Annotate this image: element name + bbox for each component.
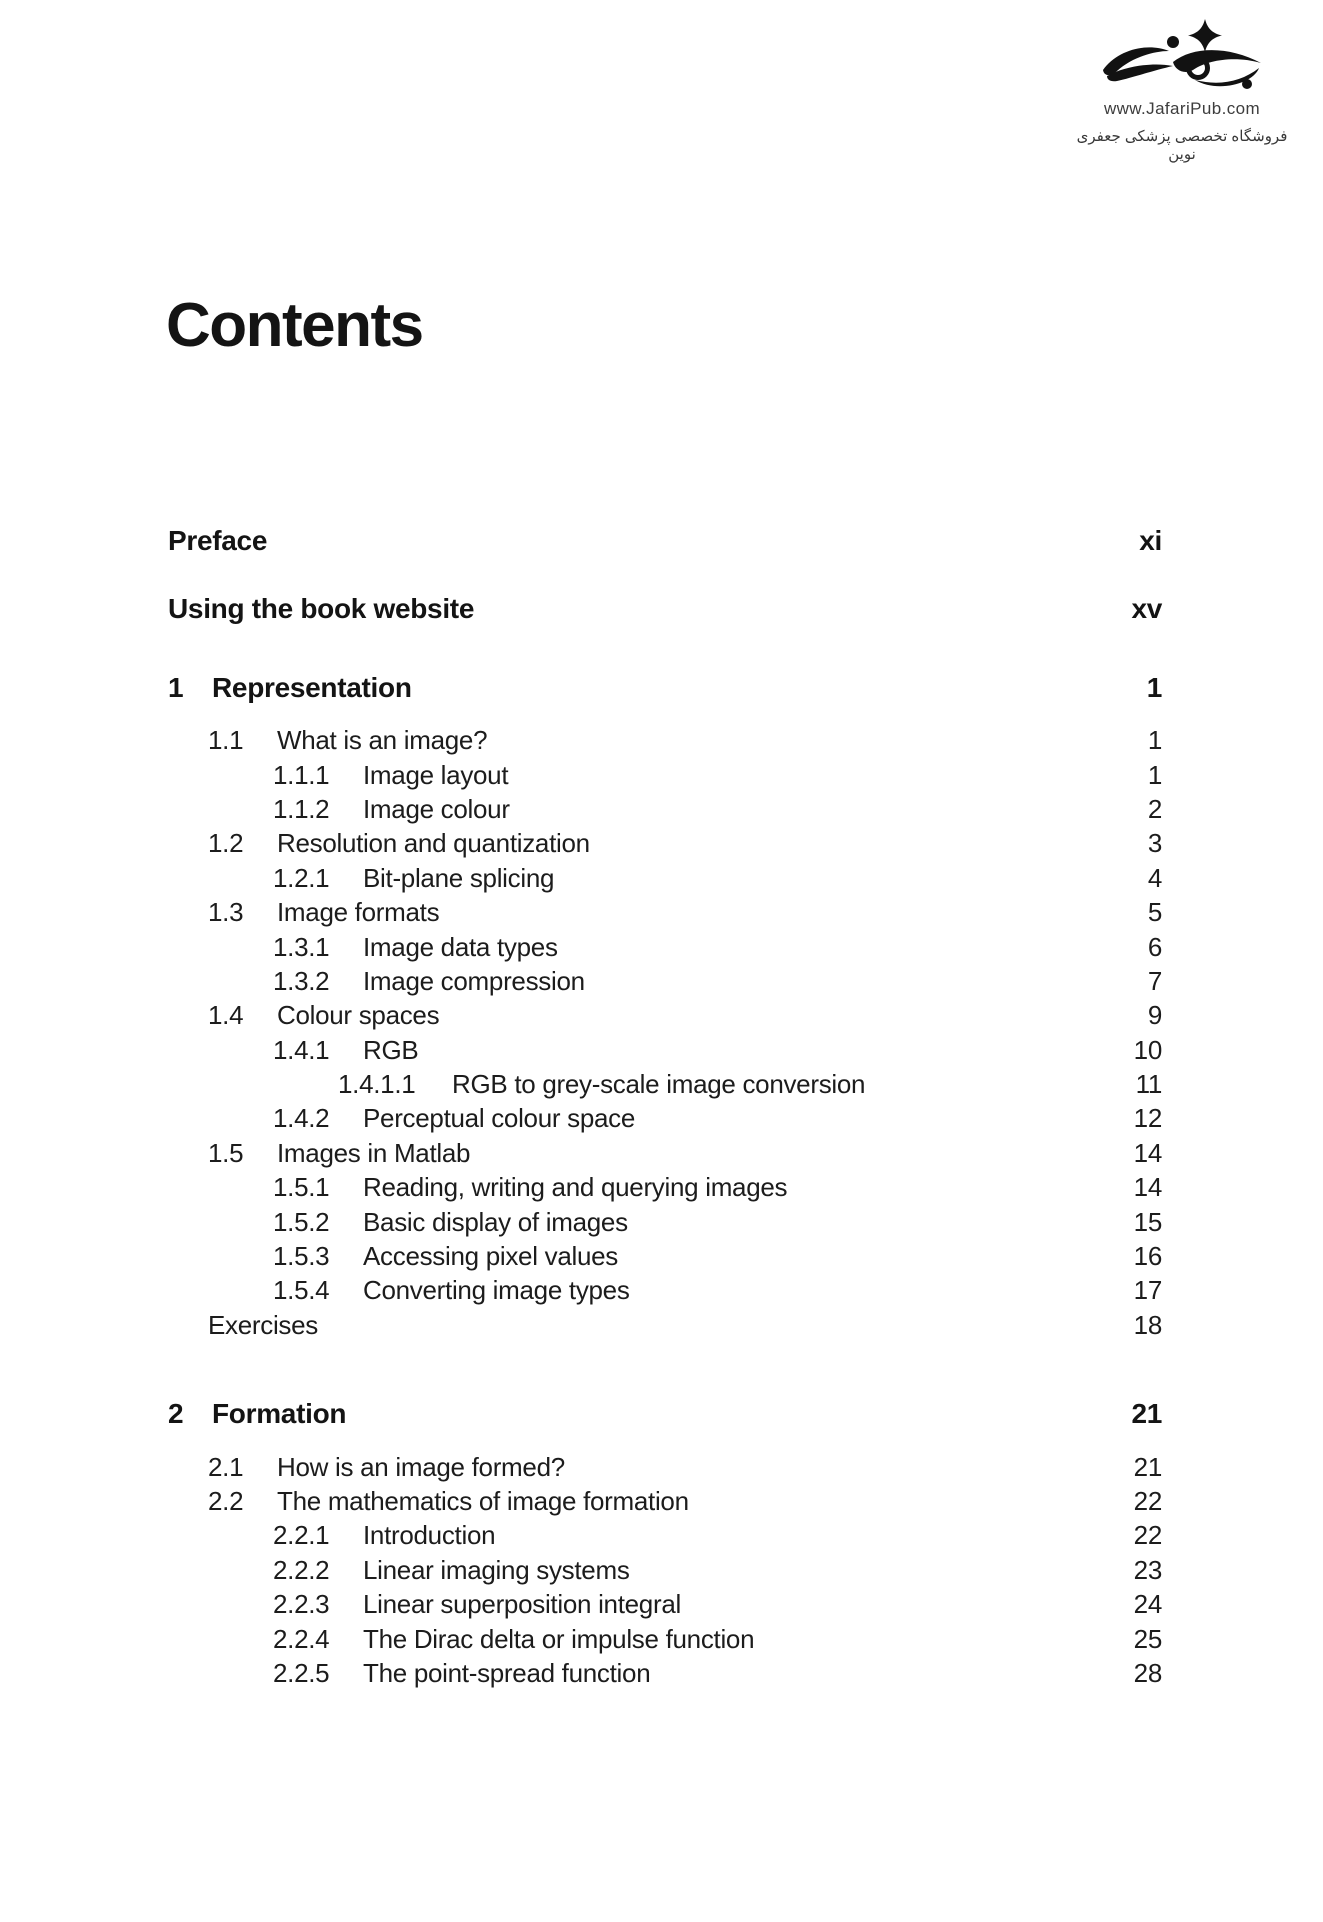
toc-entry-page: xi — [1139, 525, 1162, 556]
toc-entry-number: 2.1 — [208, 1451, 244, 1482]
toc-entry-title: The mathematics of image formation — [277, 1485, 689, 1516]
toc-entry-number: 1.5.4 — [273, 1275, 330, 1306]
toc-entry-number: 2.2.4 — [273, 1623, 330, 1654]
toc-entry-page: 18 — [1133, 1309, 1162, 1340]
toc-entry-page: 3 — [1147, 828, 1162, 859]
toc-entry-title: Image colour — [363, 793, 510, 824]
toc-entry-title: Image layout — [363, 759, 509, 790]
toc-entry-page: 22 — [1133, 1520, 1162, 1551]
toc-entry-title: Representation — [212, 671, 412, 703]
toc-row — [168, 1450, 1162, 1484]
toc-row — [168, 930, 1162, 964]
toc-entry-page: 14 — [1133, 1137, 1162, 1168]
toc-entry-title: RGB to grey-scale image conversion — [452, 1069, 866, 1100]
toc-entry-title: Perceptual colour space — [363, 1103, 636, 1134]
toc-row — [168, 1518, 1162, 1552]
toc-entry-number: 2 — [168, 1398, 184, 1430]
toc-row — [168, 1397, 1162, 1431]
toc-entry-page: xv — [1131, 593, 1162, 625]
toc-row — [168, 861, 1162, 895]
toc-row — [168, 1033, 1162, 1067]
toc-entry-title: Formation — [212, 1398, 347, 1430]
toc-entry-title: Introduction — [363, 1520, 496, 1551]
toc-entry-number: 1.5.2 — [273, 1206, 330, 1237]
toc-entry-page: 21 — [1133, 1451, 1162, 1482]
toc-entry-title: How is an image formed? — [277, 1451, 565, 1482]
toc-entry-title: Accessing pixel values — [363, 1241, 618, 1272]
toc-row — [168, 964, 1162, 998]
toc-entry-number: 1.3.1 — [273, 931, 330, 962]
toc-entry-title: Preface — [168, 525, 268, 556]
toc-row — [168, 1484, 1162, 1518]
toc-row — [168, 592, 1162, 626]
toc-row — [168, 1622, 1162, 1656]
toc-entry-page: 12 — [1133, 1103, 1162, 1134]
toc-entry-title: The point-spread function — [363, 1657, 651, 1688]
toc-entry-number: 1.5 — [208, 1137, 244, 1168]
toc-entry-title: Colour spaces — [277, 1000, 440, 1031]
publisher-brand — [1070, 18, 1294, 163]
toc-row — [168, 895, 1162, 929]
toc-row — [168, 998, 1162, 1032]
toc-entry-page: 22 — [1133, 1485, 1162, 1516]
toc-entry-page: 5 — [1147, 897, 1162, 928]
toc-entry-page: 21 — [1131, 1398, 1162, 1430]
toc-entry-title: Images in Matlab — [277, 1137, 471, 1168]
toc-row — [168, 1136, 1162, 1170]
toc-row — [168, 723, 1162, 757]
toc-entry-title: RGB — [363, 1034, 419, 1065]
toc-entry-page: 15 — [1133, 1206, 1162, 1237]
toc-entry-number: 2.2.5 — [273, 1657, 330, 1688]
toc-entry-title: Image compression — [363, 965, 585, 996]
toc-entry-title: What is an image? — [277, 725, 488, 756]
toc-entry-number: 1.5.1 — [273, 1172, 330, 1203]
toc-entry-page: 14 — [1133, 1172, 1162, 1203]
toc-entry-number: 1.4.1 — [273, 1034, 330, 1065]
toc-entry-title: Exercises — [208, 1309, 318, 1340]
toc-entry-number: 1.1 — [208, 725, 244, 756]
toc-entry-number: 1.2 — [208, 828, 244, 859]
publisher-website: www.JafariPub.com — [1103, 99, 1261, 118]
toc-entry-title: Using the book website — [168, 593, 475, 625]
toc-entry-number: 2.2 — [208, 1485, 244, 1516]
toc-entry-number: 2.2.1 — [273, 1520, 330, 1551]
toc-entry-page: 17 — [1133, 1275, 1162, 1306]
toc-entry-title: Bit-plane splicing — [363, 862, 555, 893]
toc-row — [168, 1273, 1162, 1307]
toc-entry-title: Basic display of images — [363, 1206, 628, 1237]
toc-entry-title: Image formats — [277, 897, 440, 928]
toc-entry-page: 2 — [1147, 793, 1162, 824]
toc-row — [168, 1067, 1162, 1101]
page-title: Contents — [166, 291, 423, 360]
toc-entry-page: 9 — [1147, 1000, 1162, 1031]
jafaripub-calligraphy-logo-icon — [1101, 18, 1263, 98]
toc-entry-number: 2.2.2 — [273, 1554, 330, 1585]
toc-entry-page: 10 — [1133, 1034, 1162, 1065]
toc-entry-page: 6 — [1147, 931, 1162, 962]
toc-entry-page: 1 — [1147, 759, 1162, 790]
toc-row — [168, 671, 1162, 705]
table-of-contents — [168, 524, 1162, 1690]
toc-entry-number: 1.3 — [208, 897, 244, 928]
toc-entry-number: 1.4.2 — [273, 1103, 330, 1134]
toc-row — [168, 1308, 1162, 1342]
toc-entry-title: Reading, writing and querying images — [363, 1172, 788, 1203]
toc-entry-page: 1 — [1147, 725, 1162, 756]
toc-entry-page: 7 — [1147, 965, 1162, 996]
toc-entry-title: The Dirac delta or impulse function — [363, 1623, 755, 1654]
toc-entry-page: 16 — [1133, 1241, 1162, 1272]
toc-entry-number: 1.3.2 — [273, 965, 330, 996]
toc-entry-number: 1.4.1.1 — [338, 1069, 416, 1100]
toc-row — [168, 792, 1162, 826]
toc-entry-page: 25 — [1133, 1623, 1162, 1654]
toc-entry-title: Converting image types — [363, 1275, 630, 1306]
toc-entry-number: 1.5.3 — [273, 1241, 330, 1272]
toc-row — [168, 1205, 1162, 1239]
publisher-tagline: فروشگاه تخصصی پزشکی جعفری نوین — [1076, 128, 1288, 163]
toc-entry-page: 23 — [1133, 1554, 1162, 1585]
toc-entry-number: 1.1.2 — [273, 793, 330, 824]
toc-entry-page: 1 — [1146, 671, 1162, 703]
toc-row — [168, 1553, 1162, 1587]
toc-entry-number: 1.1.1 — [273, 759, 330, 790]
toc-row — [168, 524, 1162, 558]
toc-row — [168, 826, 1162, 860]
toc-entry-title: Linear imaging systems — [363, 1554, 630, 1585]
toc-entry-title: Linear superposition integral — [363, 1589, 681, 1620]
toc-entry-page: 28 — [1133, 1657, 1162, 1688]
toc-entry-page: 24 — [1133, 1589, 1162, 1620]
toc-entry-number: 1.4 — [208, 1000, 244, 1031]
toc-row — [168, 1101, 1162, 1135]
toc-entry-number: 1 — [168, 671, 184, 703]
toc-entry-page: 4 — [1147, 862, 1162, 893]
toc-row — [168, 1170, 1162, 1204]
toc-row — [168, 1656, 1162, 1690]
toc-entry-number: 2.2.3 — [273, 1589, 330, 1620]
toc-row — [168, 1587, 1162, 1621]
toc-entry-title: Image data types — [363, 931, 558, 962]
toc-entry-number: 1.2.1 — [273, 862, 330, 893]
toc-entry-page: 11 — [1135, 1069, 1162, 1100]
toc-entry-title: Resolution and quantization — [277, 828, 590, 859]
toc-row — [168, 758, 1162, 792]
toc-row — [168, 1239, 1162, 1273]
